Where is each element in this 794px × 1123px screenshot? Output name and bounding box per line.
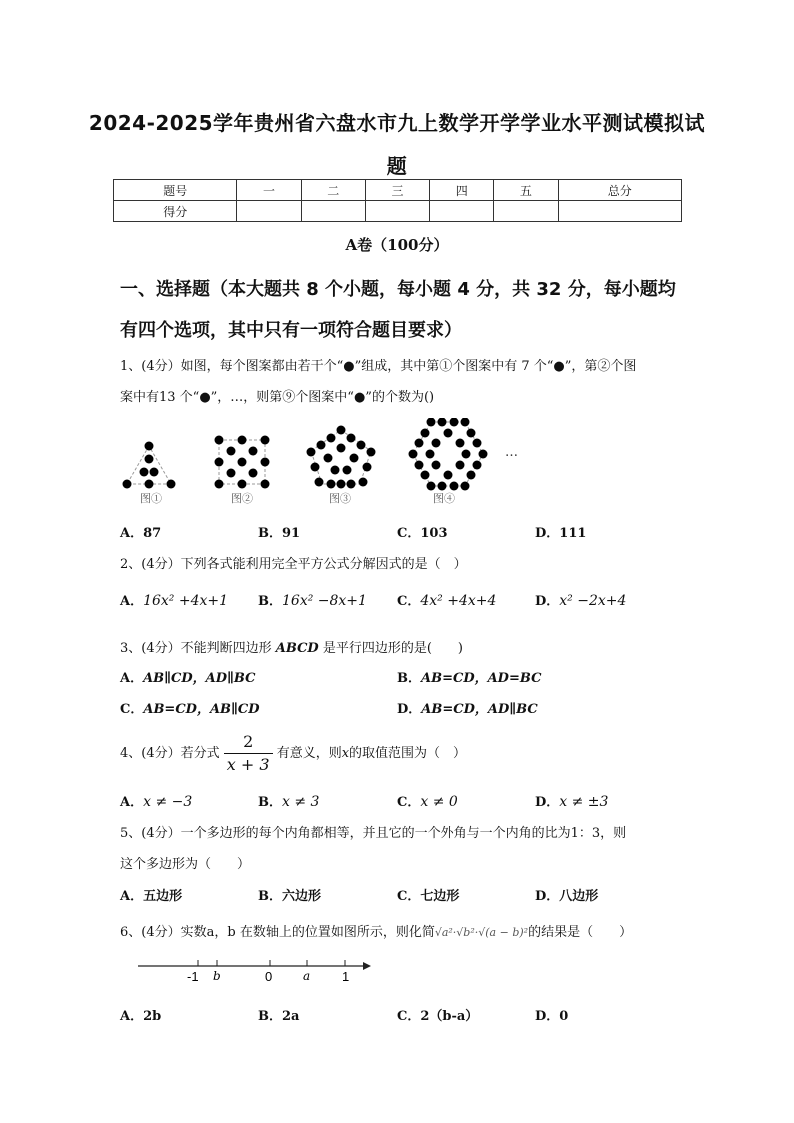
axis-label: -1 [187,969,199,984]
score-cell: 一 [237,180,301,201]
axis-label: 1 [342,969,350,984]
q4-option-d[interactable] [535,791,608,810]
q4-stem-part: 的取值范围为（ ） [349,746,467,761]
q5-option-a[interactable]: A．五边形 [120,889,183,904]
option-label: D． [535,795,560,810]
option-text: AB∥CD，AD∥BC [143,671,256,686]
q3-stem [120,637,463,656]
q1-stem-line2: 案中有13 个“●”，…，则第⑨个图案中“●”的个数为() [120,390,435,405]
section1-heading-line1: 一、选择题（本大题共 8 个小题，每小题 4 分，共 32 分，每小题均 [120,279,676,300]
part-a-heading: A卷（100分） [345,236,449,254]
option-label: A． [120,671,144,686]
option-expression: x ≠ 0 [420,794,458,810]
q2-option-c[interactable] [397,590,496,609]
q6-option-b[interactable]: B．2a [258,1009,300,1024]
q1-option-c[interactable]: C．103 [397,526,448,541]
score-cell: 题号 [114,180,237,201]
option-label: B． [397,671,421,686]
q2-option-a[interactable] [120,590,228,609]
q4-stem-part: 有意义，则 [276,746,342,761]
q5-option-d[interactable]: D．八边形 [535,889,599,904]
score-cell: 五 [494,180,558,201]
option-expression: 16x² −8x+1 [282,593,367,609]
score-table-row-score [114,201,682,222]
option-expression: 16x² +4x+1 [143,593,229,609]
axis-label: b [213,969,221,983]
option-label: D． [535,594,560,609]
q4-stem-var: x [341,746,350,761]
pattern-4 [409,418,488,491]
option-label: A． [120,594,144,609]
q1-pattern-figure [115,418,535,510]
q6-option-a[interactable]: A．2b [120,1009,162,1024]
q2-option-d[interactable] [535,590,626,609]
score-cell: 三 [365,180,429,201]
q4-option-b[interactable] [258,791,319,810]
q1-stem-line1: 1、(4分）如图，每个图案都由若干个“●”组成，其中第①个图案中有 7 个“●”，第②个图 [120,359,637,374]
axis-label: a [303,969,311,983]
q4-stem-part: 4、(4分）若分式 [120,746,220,761]
q6-stem-part: 6、(4分）实数a，b 在数轴上的位置如图所示，则化简 [120,925,435,940]
score-cell [365,201,429,222]
score-table-row-header [114,180,682,201]
q6-number-line [135,955,375,987]
pattern-ellipsis: … [505,445,518,460]
option-label: B． [258,594,282,609]
score-cell: 总分 [558,180,681,201]
option-expression: x ≠ ±3 [559,794,609,810]
doc-title-line1: 2024-2025学年贵州省六盘水市九上数学开学学业水平测试模拟试 [88,111,706,135]
score-table [113,179,682,222]
q3-stem-part: 是平行四边形的是( ) [318,641,463,656]
score-cell [237,201,301,222]
q3-option-b[interactable] [397,667,541,686]
figure-caption: 图② [231,492,253,505]
q4-fraction [224,731,273,776]
score-cell [558,201,681,222]
option-expression: 4x² +4x+4 [420,593,497,609]
option-label: A． [120,795,144,810]
q5-stem-line2: 这个多边形为（ ） [120,857,251,872]
score-cell: 得分 [114,201,237,222]
pattern-1 [123,442,176,489]
score-cell [494,201,558,222]
option-expression: x² −2x+4 [559,593,627,609]
q5-stem-line1: 5、(4分）一个多边形的每个内角都相等，并且它的一个外角与一个内角的比为1：3，则 [120,826,627,841]
option-text: AB=CD，AD=BC [421,671,542,686]
score-cell: 四 [430,180,494,201]
doc-title-line2: 题 [386,154,408,178]
option-expression: x ≠ −3 [143,794,193,810]
axis-label: 0 [265,969,273,984]
q6-option-d[interactable]: D．0 [535,1009,569,1024]
q2-stem: 2、(4分）下列各式能利用完全平方公式分解因式的是（ ） [120,557,467,572]
option-text: AB=CD，AB∥CD [143,702,260,717]
option-label: C． [397,594,421,609]
option-label: D． [397,702,422,717]
option-label: C． [397,795,421,810]
q5-option-b[interactable]: B．六边形 [258,889,321,904]
q3-stem-part: 3、(4分）不能判断四边形 [120,641,276,656]
score-cell [301,201,365,222]
q3-option-a[interactable] [120,667,256,686]
option-text: AB=CD，AD∥BC [421,702,538,717]
q6-option-c[interactable]: C．2（b-a） [397,1009,479,1024]
q5-option-c[interactable]: C．七边形 [397,889,460,904]
q1-option-a[interactable]: A．87 [120,526,162,541]
q4-option-c[interactable] [397,791,458,810]
q4-stem [120,730,466,778]
figure-caption: 图① [140,492,162,505]
score-cell [430,201,494,222]
q6-stem-part: 的结果是（ ） [528,925,633,940]
q3-stem-var: ABCD [275,641,319,656]
option-label: B． [258,795,282,810]
score-cell: 二 [301,180,365,201]
q6-stem [120,921,632,940]
figure-caption: 图③ [329,492,351,505]
q3-option-d[interactable] [397,698,538,717]
figure-caption: 图④ [433,492,455,505]
pattern-2 [215,436,270,489]
q3-option-c[interactable] [120,698,260,717]
q4-option-a[interactable] [120,791,192,810]
q1-option-d[interactable]: D．111 [535,526,587,541]
option-expression: x ≠ 3 [282,794,320,810]
q2-option-b[interactable] [258,590,367,609]
fraction-numerator: 2 [224,731,273,754]
q1-option-b[interactable]: B．91 [258,526,301,541]
section1-heading-line2: 有四个选项，其中只有一项符合题目要求） [120,320,462,341]
option-label: C． [120,702,144,717]
pattern-3 [307,426,376,489]
q6-radical-expression: √a²·√b²·√(a − b)² [434,926,529,939]
fraction-denominator: x + 3 [226,755,270,774]
